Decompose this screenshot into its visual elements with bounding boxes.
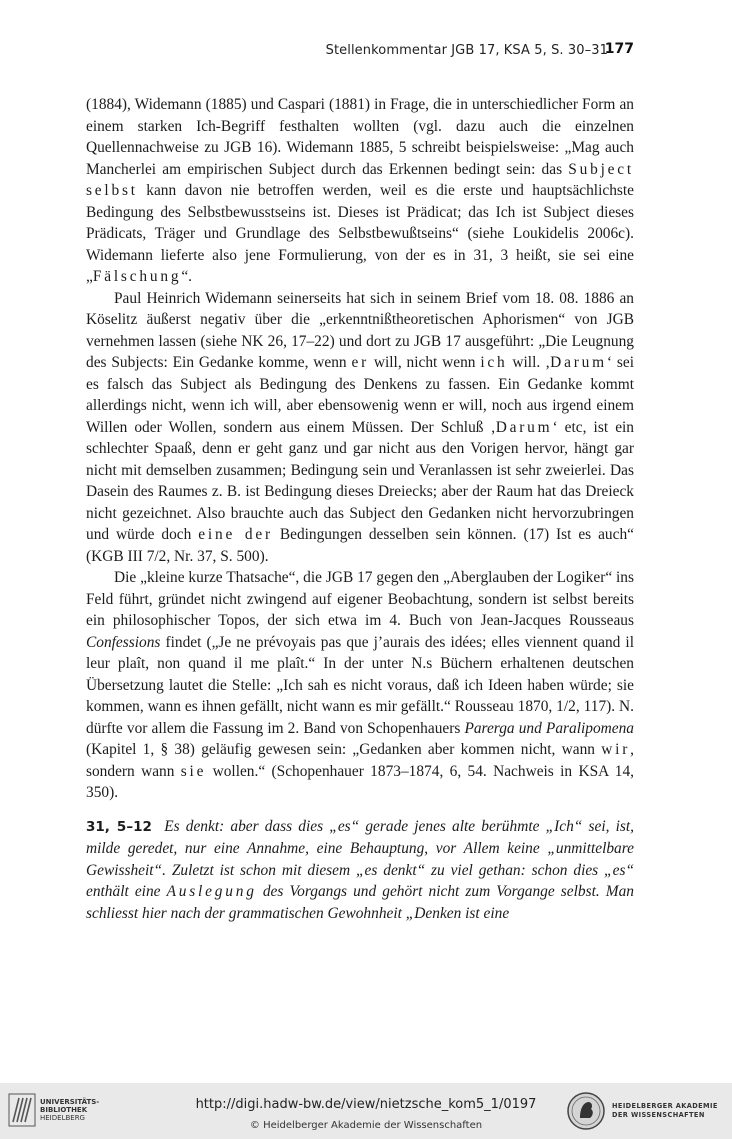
lemma-reference: 31, 5–12 <box>86 818 152 835</box>
italic-title: Parerga und Paralipomena <box>464 719 634 737</box>
source-url[interactable]: http://digi.hadw-bw.de/view/nietzsche_kom5_1/0197 <box>195 1097 537 1112</box>
copyright-notice: © Heidelberger Akademie der Wissenschaften <box>249 1120 483 1131</box>
paragraph-2: Paul Heinrich Widemann seinerseits hat sich in seinem Brief vom 18. 08. 1886 an Köselitz äußerst negativ über die „erkenntnißtheoretischen Aphorismen“ von JGB vernehmen lassen (siehe NK 26, 17–22) und dort zu JGB 17 ausgeführt: „Die Leugnung des Subjects: Ein Gedanke komme, wenn er will, nicht wenn ich will. ‚Darum‘ sei es falsch das Subject als Bedingung des Denkens zu fassen. Ein Gedanke kommt allerdings nicht, wenn ich will, aber ebensowenig wenn er will, noch aus irgend einem Willen oder Wollen, sondern aus einem Müssen. Der Schluß ‚Darum‘ etc, ist ein schlechter Spaaß, denn er geht ganz und gar nicht aus den Vorigen hervor, hängt gar nicht mit demselben zusammen; Bedingung sein und Veranlassen ist sehr zweierlei. Das Dasein des Raumes z. B. ist Bedingung dieses Dreiecks; aber der Raum hat das Dreieck nicht gezeichnet. Also brauchte auch das Subject den Gedanken nicht hervorzubringen und würde doch eine der Bedingungen desselben sein können. (17) Ist es auch“ (KGB III 7/2, Nr. 37, S. 500). <box>86 289 634 565</box>
paragraph-3: Die „kleine kurze Thatsache“, die JGB 17 gegen den „Aberglauben der Logiker“ ins Feld führt, gründet nicht zwingend auf eigener Beobachtung, sondern ist selbst bereits ein philosophischer Topos, der sich etwa im 4. Buch von Jean-Jacques Rousseaus Confessions findet („Je ne prévoyais pas que j’aurais des idées; elles viennent quand il leur plaît, non quand il me plaît.“ In der unter N.s Büchern erhaltenen deutschen Übersetzung lautet die Stelle: „Ich sah es nicht voraus, daß ich Ideen haben würde; sie kommen, wann es ihnen gefällt, nicht wann es mir gefällt.“ Rousseau 1870, 1/2, 117). N. dürfte vor allem die Fassung im 2. Band von Schopenhauers Parerga und Paralipomena (Kapitel 1, § 38) geläufig gewesen sein: „Gedanken aber kommen nicht, wann wir, sondern wann sie wollen.“ (Schopenhauer 1873–1874, 6, 54. Nachweis in KSA 14, 350). <box>86 569 634 801</box>
spaced-emphasis: Darum <box>495 418 553 436</box>
spaced-emphasis: er <box>351 354 370 371</box>
spaced-emphasis: Subject selbst <box>86 160 634 199</box>
spaced-emphasis: eine der <box>198 526 273 543</box>
spaced-emphasis: Fälschung <box>92 268 182 285</box>
page-number: 177 <box>604 41 634 57</box>
paragraph-1: (1884), Widemann (1885) und Caspari (1881) in Frage, die in unterschiedlicher Form an einem starken Ich-Begriff festhalten wollten (vgl. dazu auch die einzelnen Quellennachweise zu JGB 16). Widemann 1885, 5 schreibt beispielsweise: „Mag auch Mancherlei am empirischen Subject durch das Erkennen bedingt sein: das Subject selbst kann davon nie betroffen werden, weil es die erste und hauptsächlichste Bedingung des Selbstbewusstseins ist. Dieses ist Prädicat; das Ich ist Subject dieses Prädicats, Träger und Grundlage des Selbstbewußtseins“ (siehe Loukidelis 2006c). Widemann lieferte also jene Formulierung, von der es in 31, 3 heißt, sie sei eine „Fälschung“. <box>86 96 634 285</box>
italic-title: Confessions <box>86 633 161 651</box>
academy-name: HEIDELBERGER AKADEMIE DER WISSENSCHAFTEN <box>612 1102 718 1119</box>
running-head <box>326 43 608 58</box>
academy-seal-icon <box>566 1091 606 1131</box>
commentary-entry <box>86 816 634 925</box>
main-text <box>86 94 634 924</box>
library-name: UNIVERSITÄTS- BIBLIOTHEK HEIDELBERG <box>40 1098 100 1122</box>
spaced-emphasis: sie <box>180 762 207 780</box>
spaced-emphasis: Auslegung <box>166 883 257 900</box>
academy-logo <box>566 1091 718 1131</box>
running-head-text: Stellenkommentar JGB 17, KSA 5, S. 30–31 <box>325 43 608 58</box>
spaced-emphasis: Darum <box>550 354 607 371</box>
spaced-emphasis: ich <box>480 354 508 371</box>
lemma-text: Es denkt: aber dass dies „es“ gerade jenes alte berühmte „Ich“ sei, ist, milde geredet, nur eine Annahme, eine Behauptung, vor Allem keine „unmittelbare Gewissheit“. Zuletzt ist schon mit diesem „es denkt“ zu viel gethan: schon dies „es“ enthält eine Auslegung des Vorgangs und gehört nicht zum Vorgange selbst. Man schliesst hier nach der grammatischen Gewohnheit „Denken ist eine <box>86 817 635 922</box>
spaced-emphasis: wir <box>601 741 631 758</box>
